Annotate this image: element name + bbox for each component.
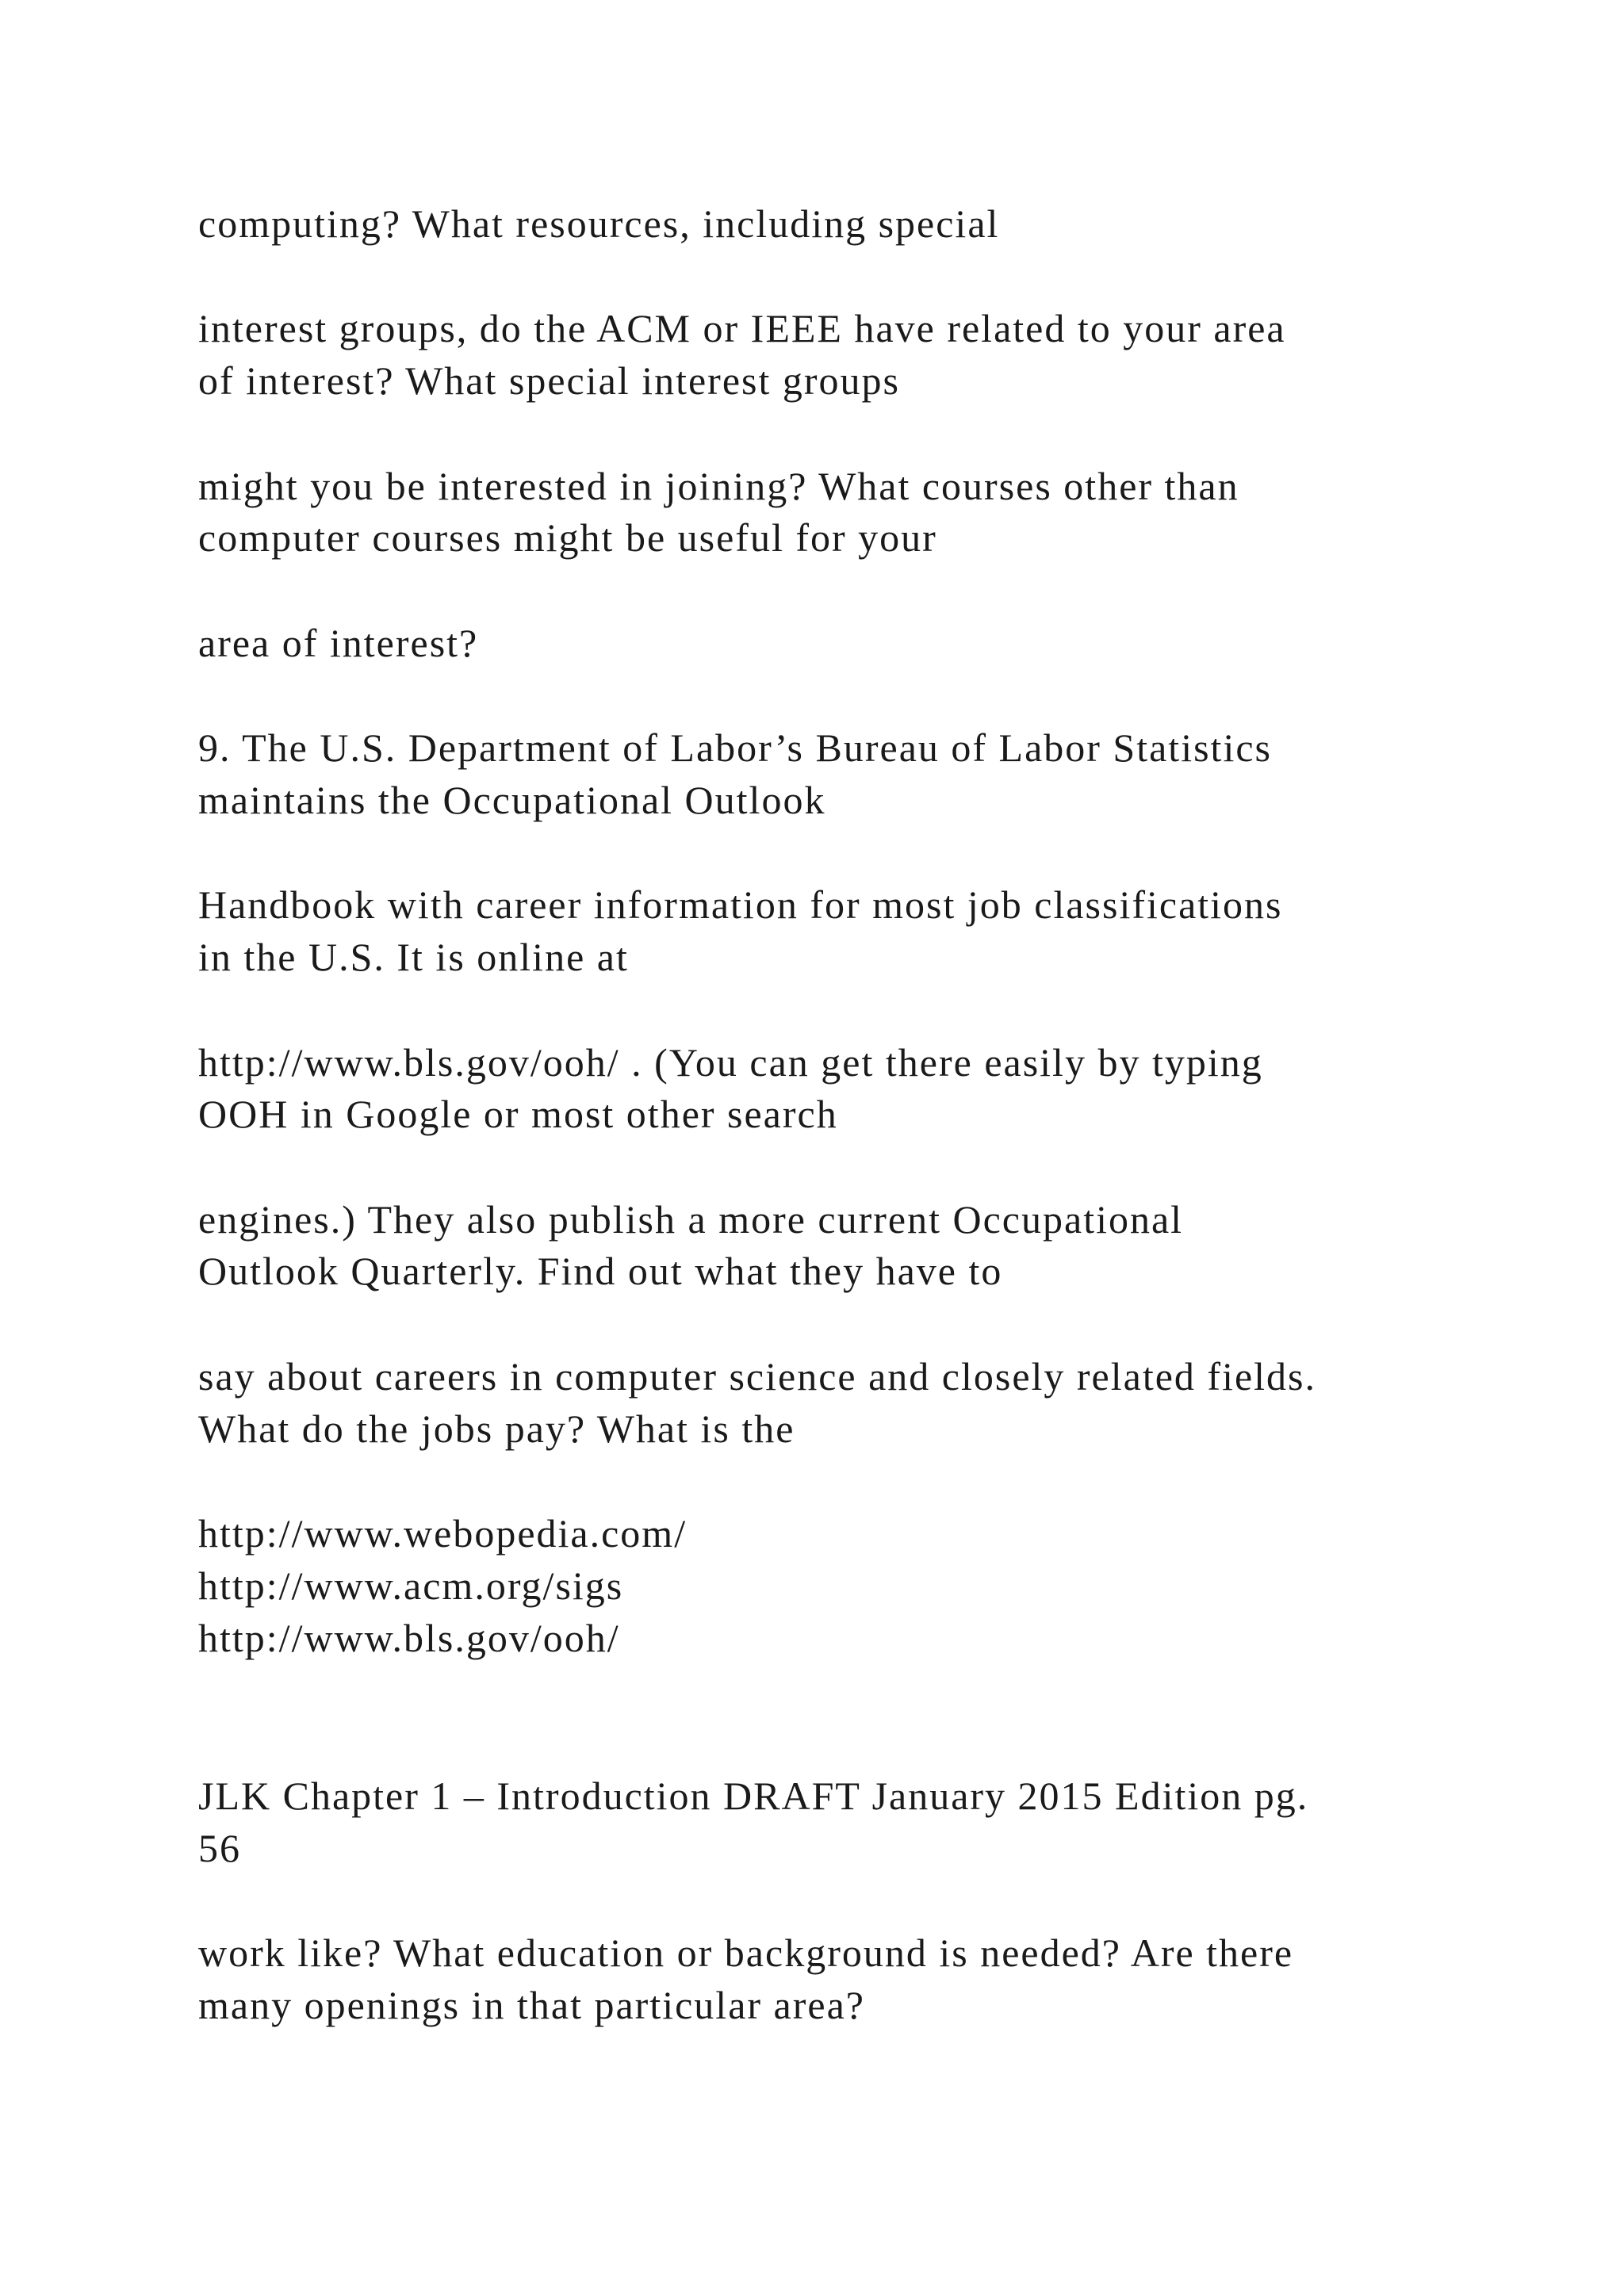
text-line: Handbook with career information for most job classifications <box>198 882 1283 927</box>
url-line: http://www.acm.org/sigs <box>198 1563 624 1608</box>
text-line: of interest? What special interest groups <box>198 358 900 403</box>
text-line: many openings in that particular area? <box>198 1983 865 2027</box>
text-line: computing? What resources, including special <box>198 201 1000 246</box>
text-line: engines.) They also publish a more current Occupational <box>198 1197 1184 1242</box>
text-line: maintains the Occupational Outlook <box>198 778 826 822</box>
text-line: Outlook Quarterly. Find out what they have to <box>198 1249 1003 1293</box>
link-text-line: http://www.bls.gov/ooh/ . (You can get there easily by typing <box>198 1040 1263 1085</box>
text-line: work like? What education or background is needed? Are there <box>198 1931 1294 1975</box>
url-line: http://www.webopedia.com/ <box>198 1511 688 1556</box>
text-line: in the U.S. It is online at <box>198 935 629 979</box>
page-number: 56 <box>198 1826 241 1870</box>
text-line: What do the jobs pay? What is the <box>198 1406 795 1451</box>
text-line: OOH in Google or most other search <box>198 1092 838 1136</box>
text-line: say about careers in computer science and closely related fields. <box>198 1354 1317 1399</box>
text-line: 9. The U.S. Department of Labor’s Bureau of Labor Statistics <box>198 725 1272 770</box>
text-line: area of interest? <box>198 621 479 665</box>
page-footer: JLK Chapter 1 – Introduction DRAFT January 2015 Edition pg. <box>198 1774 1309 1818</box>
text-line: computer courses might be useful for your <box>198 515 937 560</box>
text-line: might you be interested in joining? What courses other than <box>198 464 1239 508</box>
url-line: http://www.bls.gov/ooh/ <box>198 1616 620 1660</box>
text-line: interest groups, do the ACM or IEEE have related to your area <box>198 306 1286 350</box>
